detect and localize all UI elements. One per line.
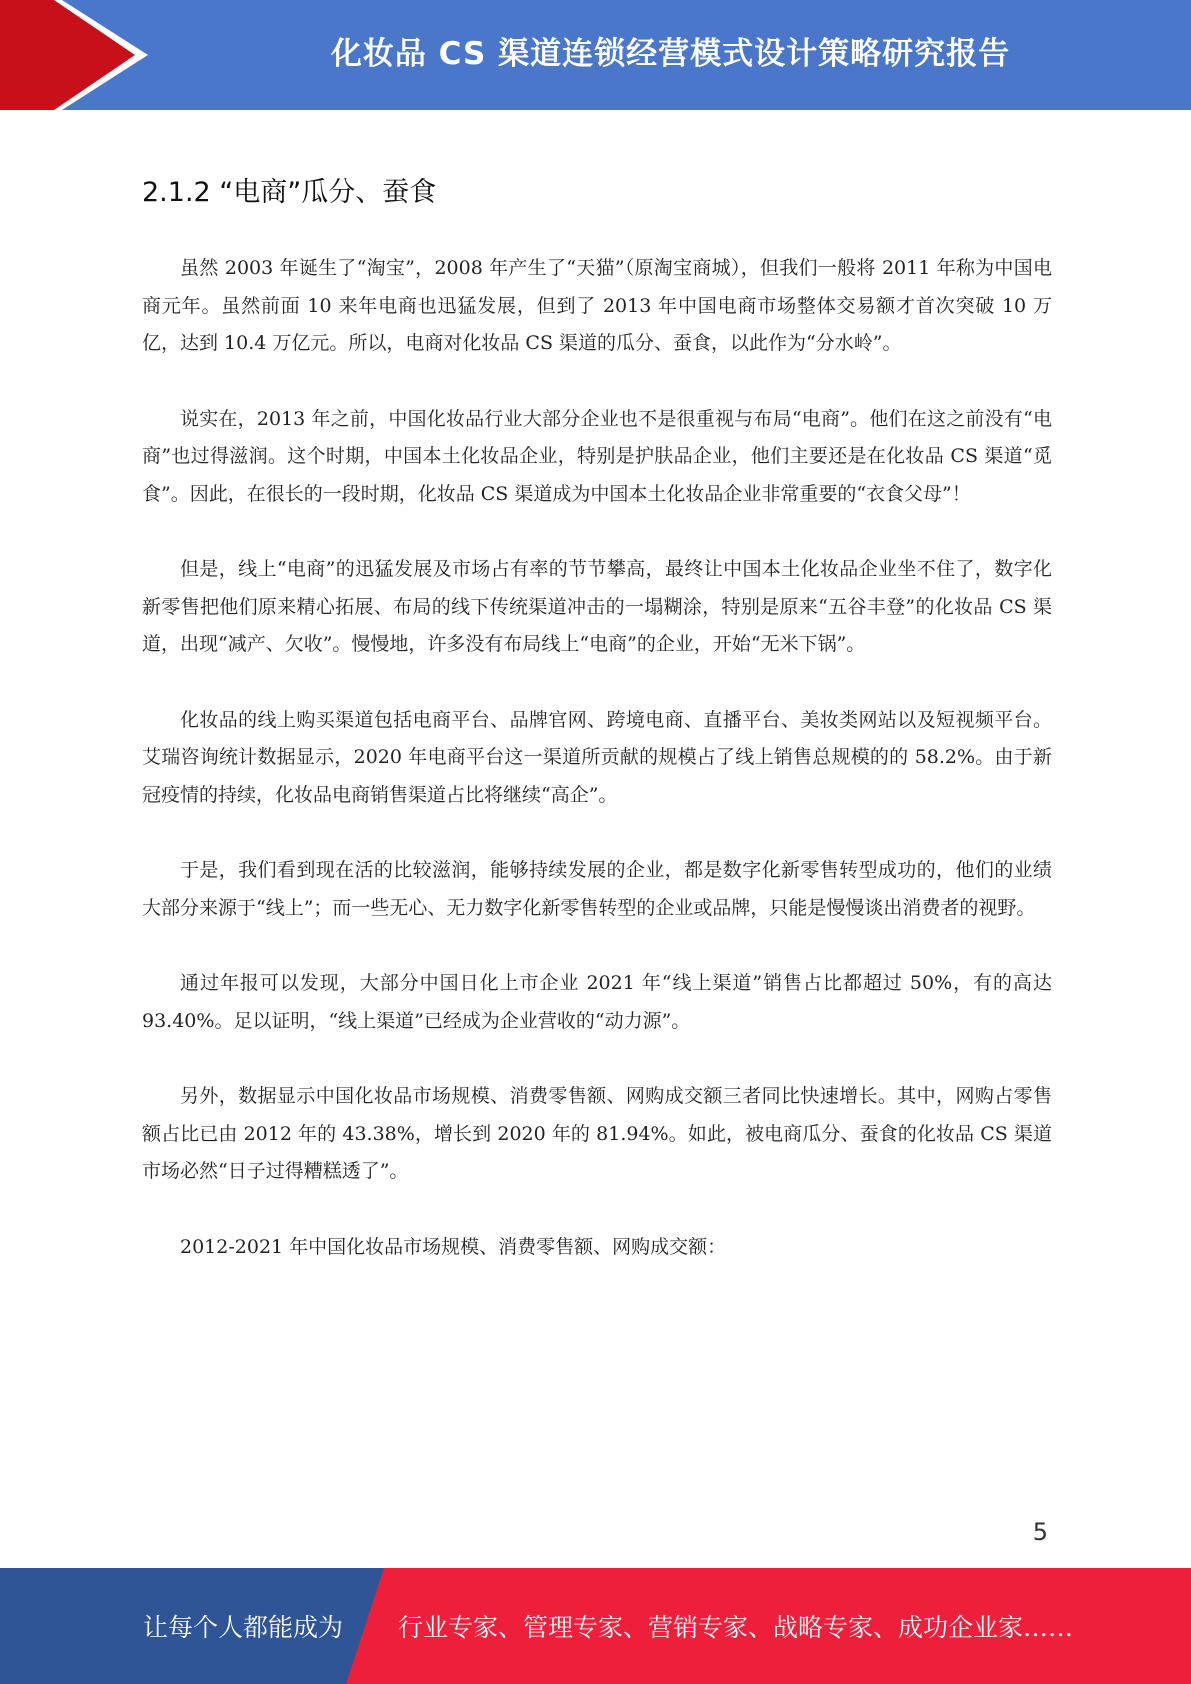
paragraph: 虽然 2003 年诞生了“淘宝”，2008 年产生了“天猫”（原淘宝商城），但我们一般将 2011 年称为中国电商元年。虽然前面 10 来年电商也迅猛发展，但到了 2013 年中国电商市场整体交易额才首次突破 10 万亿，达到 10.4 万亿元。所以，电商对化妆品 CS 渠道的瓜分、蚕食，以此作为“分水岭”。 [142, 257, 1052, 354]
paragraph: 2012-2021 年中国化妆品市场规模、消费零售额、网购成交额： [180, 1235, 727, 1258]
paragraph: 通过年报可以发现，大部分中国日化上市企业 2021 年“线上渠道”销售占比都超过 50%，有的高达 93.40%。足以证明，“线上渠道”已经成为企业营收的“动力源”。 [142, 972, 1052, 1032]
paragraph: 另外，数据显示中国化妆品市场规模、消费零售额、网购成交额三者同比快速增长。其中，网购占零售额占比已由 2012 年的 43.38%，增长到 2020 年的 81.94%。如此，被电商瓜分、蚕食的化妆品 CS 渠道市场必然“日子过得糟糕透了”。 [142, 1085, 1052, 1182]
paragraph: 说实在，2013 年之前，中国化妆品行业大部分企业也不是很重视与布局“电商”。他们在这之前没有“电商”也过得滋润。这个时期，中国本土化妆品企业，特别是护肤品企业，他们主要还是在化妆品 CS 渠道“觅食”。因此，在很长的一段时期，化妆品 CS 渠道成为中国本土化妆品企业非常重要的“衣食父母”！ [142, 407, 1052, 505]
section-heading: 2.1.2 “电商”瓜分、蚕食 [142, 177, 437, 208]
footer-bar [0, 1568, 1191, 1684]
footer-slogan-left: 让每个人都能成为 [143, 1613, 344, 1642]
footer-slogan-right: 行业专家、管理专家、营销专家、战略专家、成功企业家…… [398, 1613, 1074, 1642]
report-title: 化妆品 CS 渠道连锁经营模式设计策略研究报告 [330, 36, 1011, 72]
page-number: 5 [1032, 1518, 1048, 1546]
red-chevron-icon [0, 0, 160, 110]
paragraph: 化妆品的线上购买渠道包括电商平台、品牌官网、跨境电商、直播平台、美妆类网站以及短视频平台。艾瑞咨询统计数据显示，2020 年电商平台这一渠道所贡献的规模占了线上销售总规模的的 58.2%。由于新冠疫情的持续，化妆品电商销售渠道占比将继续“高企”。 [142, 708, 1052, 806]
body-text [142, 250, 1052, 1304]
paragraph: 于是，我们看到现在活的比较滋润，能够持续发展的企业，都是数字化新零售转型成功的，他们的业绩大部分来源于“线上”；而一些无心、无力数字化新零售转型的企业或品牌，只能是慢慢谈出消费者的视野。 [142, 859, 1052, 919]
header-bar [0, 0, 1191, 110]
paragraph: 但是，线上“电商”的迅猛发展及市场占有率的节节攀高，最终让中国本土化妆品企业坐不住了，数字化新零售把他们原来精心拓展、布局的线下传统渠道冲击的一塌糊涂，特别是原来“五谷丰登”的化妆品 CS 渠道，出现“减产、欠收”。慢慢地，许多没有布局线上“电商”的企业，开始“无米下锅”。 [142, 558, 1052, 655]
